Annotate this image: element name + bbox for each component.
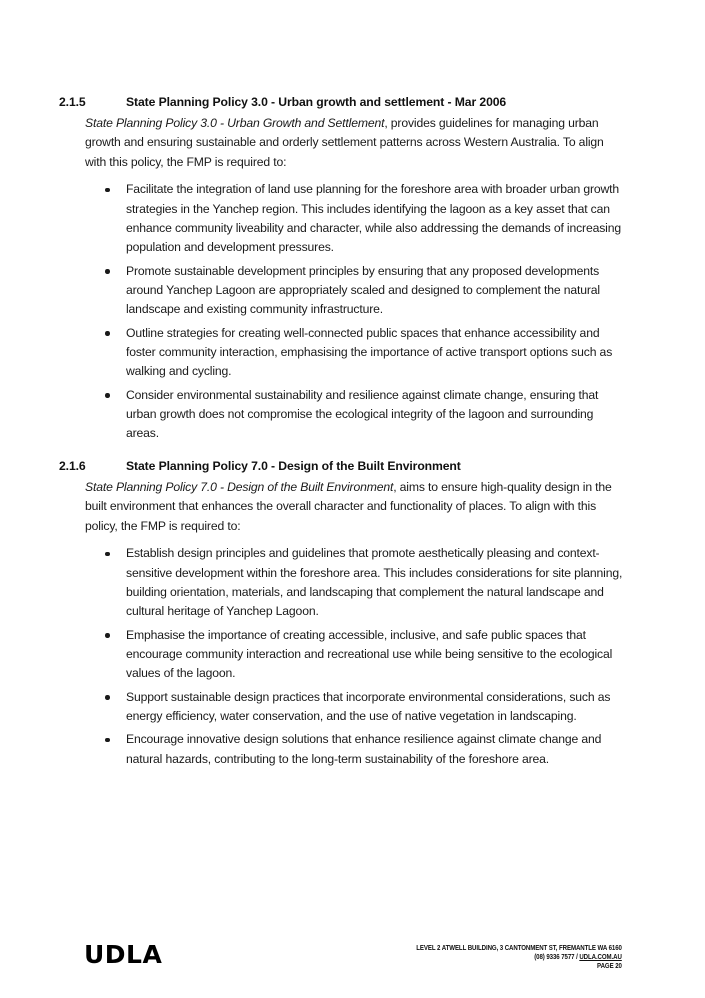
website-link[interactable]: UDLA.COM.AU <box>579 952 622 962</box>
list-item-text: Promote sustainable development principles by ensuring that any proposed developments around Yanchep Lagoon are appropriately scaled and designed to complement the natural landscape and existing community infrastructure. <box>126 263 600 317</box>
bullet-icon <box>105 695 110 700</box>
list-item <box>59 730 626 769</box>
page-number: PAGE 20 <box>597 961 622 971</box>
requirements-list <box>59 180 629 444</box>
section-title: State Planning Policy 7.0 - Design of the Built Environment <box>126 459 461 473</box>
list-item-text: Facilitate the integration of land use planning for the foreshore area with broader urban growth strategies in the Yanchep region. This includes identifying the lagoon as a key asset that can enhance community liveability and character, while also addressing the demands of increasing population and development pressures. <box>126 182 621 255</box>
udla-logo: UDLA <box>84 940 163 969</box>
list-item <box>59 180 626 258</box>
policy-name: State Planning Policy 7.0 - Design of the Built Environment <box>85 480 394 494</box>
section-2-1-5 <box>59 93 629 448</box>
footer-phone: (08) 9336 7577 <box>534 952 575 962</box>
intro-text: , aims to ensure high-quality design in the built environment that enhances the overall character and functionality of places. To align with this policy, the FMP is required to: <box>85 480 612 533</box>
list-item <box>59 688 626 727</box>
section-2-1-6 <box>59 457 629 773</box>
section-intro <box>85 478 615 536</box>
list-item-text: Establish design principles and guidelines that promote aesthetically pleasing and context-sensitive development within the foreshore area. This includes considerations for site planning, building orientation, materials, and landscaping that complement the natural landscape and cultural heritage of Yanchep Lagoon. <box>126 546 623 619</box>
section-number: 2.1.6 <box>59 459 86 473</box>
bullet-icon <box>105 633 110 638</box>
bullet-icon <box>105 331 110 336</box>
list-item <box>59 386 626 444</box>
list-item <box>59 626 626 684</box>
bullet-icon <box>105 552 110 557</box>
bullet-icon <box>105 188 110 193</box>
requirements-list <box>59 544 629 769</box>
footer-separator: / <box>574 952 580 962</box>
list-item <box>59 544 626 622</box>
footer-address: LEVEL 2 ATWELL BUILDING, 3 CANTONMENT ST, FREMANTLE WA 6160 <box>416 943 622 952</box>
section-intro <box>85 114 615 172</box>
list-item-text: Consider environmental sustainability and resilience against climate change, ensuring that urban growth does not compromise the ecological integrity of the lagoon and surrounding areas. <box>126 387 599 441</box>
section-heading <box>59 93 629 111</box>
bullet-icon <box>105 738 110 743</box>
page-footer <box>416 943 622 971</box>
section-heading <box>59 457 629 475</box>
intro-text: , provides guidelines for managing urban growth and ensuring sustainable and orderly settlement patterns across Western Australia. To align with this policy, the FMP is required to: <box>85 116 604 169</box>
section-number: 2.1.5 <box>59 95 86 109</box>
list-item-text: Encourage innovative design solutions that enhance resilience against climate change and natural hazards, contributing to the long-term sustainability of the foreshore area. <box>126 732 602 766</box>
list-item <box>59 324 626 382</box>
footer-contact <box>416 952 622 961</box>
bullet-icon <box>105 269 110 274</box>
bullet-icon <box>105 393 110 398</box>
policy-name: State Planning Policy 3.0 - Urban Growth and Settlement <box>85 116 385 130</box>
list-item-text: Support sustainable design practices that incorporate environmental considerations, such as energy efficiency, water conservation, and the use of native vegetation in landscaping. <box>126 689 611 724</box>
list-item-text: Outline strategies for creating well-connected public spaces that enhance accessibility and foster community interaction, emphasising the importance of active transport options such as walking and cycling. <box>126 325 613 379</box>
list-item-text: Emphasise the importance of creating accessible, inclusive, and safe public spaces that encourage community interaction and recreational use while being sensitive to the ecological values of the lagoon. <box>126 627 613 681</box>
list-item <box>59 262 626 320</box>
section-title: State Planning Policy 3.0 - Urban growth and settlement - Mar 2006 <box>126 95 507 109</box>
